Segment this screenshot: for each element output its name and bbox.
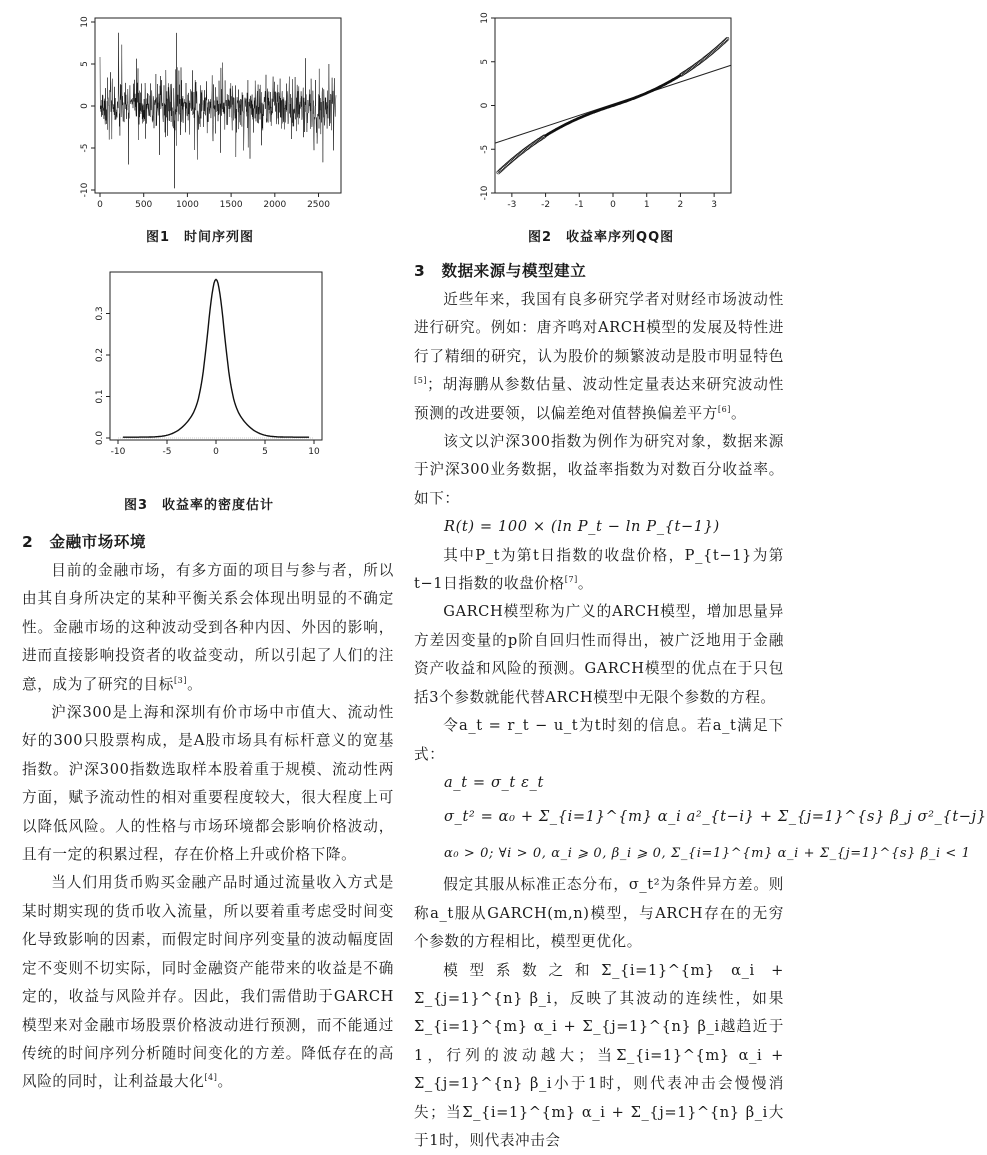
y-tick-label: 0.1 xyxy=(95,389,105,404)
section-3-heading: 3 数据来源与模型建立 xyxy=(414,262,587,280)
x-axis xyxy=(111,440,320,457)
section-2-heading: 2 金融市场环境 xyxy=(22,533,147,551)
paragraph-end: 。 xyxy=(217,1073,233,1091)
paragraph-end: 。 xyxy=(731,404,747,422)
paragraph-text: 其中P_t为第t日指数的收盘价格，P_{t−1}为第t−1日指数的收盘价格 xyxy=(414,546,784,593)
figure-1-time-series xyxy=(60,10,350,215)
right-paragraph-1 xyxy=(414,286,784,428)
equation-a-t: a_t = σ_t ε_t xyxy=(444,773,544,791)
x-tick-label: 1000 xyxy=(175,200,199,210)
x-axis xyxy=(97,193,330,210)
equation-return-rate: R(t) = 100 × (ln P_t − ln P_{t−1}) xyxy=(444,518,720,536)
citation-6: [6] xyxy=(717,404,732,414)
x-tick-label: 10 xyxy=(308,447,320,457)
y-tick-label: 0.2 xyxy=(95,347,105,363)
right-paragraph-3 xyxy=(414,542,784,599)
paragraph-text: 近些年来，我国有良多研究学者对财经市场波动性进行研究。例如：唐齐鸣对ARCH模型的发展及特性进行了精细的研究，认为股价的频繁波动是股市明显特色 xyxy=(414,291,784,365)
figure-2-qq-plot xyxy=(470,10,740,215)
x-tick-label: 0 xyxy=(97,200,103,210)
y-tick-label: -5 xyxy=(480,144,490,154)
equation-constraints: α₀ > 0; ∀i > 0, α_i ⩾ 0, β_i ⩾ 0, Σ_{i=1}^{m} α_i + Σ_{j=1}^{s} β_i < 1 xyxy=(444,846,971,862)
qq-reference-line xyxy=(495,65,731,143)
y-tick-label: 0.0 xyxy=(95,430,105,446)
qq-points xyxy=(497,37,729,174)
citation-4: [4] xyxy=(204,1073,218,1083)
x-tick-label: 2500 xyxy=(307,200,330,210)
x-axis xyxy=(507,193,717,210)
figure-1-caption: 图1 时间序列图 xyxy=(146,230,255,245)
x-tick-label: -10 xyxy=(110,447,126,457)
right-paragraph-4: GARCH模型称为广义的ARCH模型，增加思量异方差因变量的p阶自回归性而得出，被广泛地用于金融资产收益和风险的预测。GARCH模型的优点在于只包括3个参数就能代替ARCH模型中无限个参数的方程。 xyxy=(414,603,784,706)
x-tick-label: 500 xyxy=(135,200,153,210)
y-tick-label: -5 xyxy=(80,143,90,153)
y-tick-label: 0.3 xyxy=(95,306,105,321)
y-tick-label: -10 xyxy=(80,182,90,198)
y-tick-label: 0 xyxy=(480,102,490,109)
left-column xyxy=(22,527,394,1097)
y-tick-label: 0 xyxy=(80,103,90,109)
paragraph-end: 。 xyxy=(577,575,594,593)
x-tick-label: 2000 xyxy=(263,200,287,210)
paragraph-text: 当人们用货币购买金融产品时通过流量收入方式是某时期实现的货币收入流量，所以要着重考虑受时间变化导致影响的因素，而假定时间序列变量的波动幅度固定不变则不切实际，同时金融资产能带来的收益是不确定的，收益与风险并存。因此，我们需借助于GARCH模型来对金融市场股票价格波动进行预测，而不能通过传统的时间序列分析随时间变化的方差。降低存在的高风险的同时，让利益最大化 xyxy=(22,874,394,1091)
x-tick-label: 0 xyxy=(610,200,616,210)
time-series-line xyxy=(100,33,336,189)
left-paragraph-2: 沪深300是上海和深圳有价市场中市值大、流动性好的300只股票构成，是A股市场具有标杆意义的宽基指数。沪深300指数选取样本股着重于规模、流动性两方面，赋予流动性的相对重要程度较大，很大程度上可以降低风险。人的性格与市场环境都会影响价格波动，且有一定的积累过程，存在价格上升或价格下降。 xyxy=(22,704,394,864)
figure-3-density xyxy=(80,268,330,463)
y-axis xyxy=(95,306,110,445)
right-paragraph-7: 模型系数之和Σ_{i=1}^{m} α_i + Σ_{j=1}^{n} β_i，反映了其波动的连续性，如果Σ_{i=1}^{m} α_i + Σ_{j=1}^{n} β_i越趋近于1，行列的波动越大；当Σ_{i=1}^{m} α_i + Σ_{j=1}^{n} β_i小于1时，则代表冲击会慢慢消失；当Σ_{i=1}^{m} α_i + Σ_{j=1}^{n} β_i大于1时，则代表冲击会 xyxy=(414,961,784,1149)
equation-garch-variance: σ_t² = α₀ + Σ_{i=1}^{m} α_i a²_{t−i} + Σ_{j=1}^{s} β_j σ²_{t−j} xyxy=(444,808,987,826)
y-tick-label: 5 xyxy=(80,61,90,67)
left-paragraph-3 xyxy=(22,869,394,1096)
x-tick-label: -1 xyxy=(574,200,584,210)
right-paragraph-2: 该文以沪深300指数为例作为研究对象，数据来源于沪深300业务数据，收益率指数为对数百分收益率。如下： xyxy=(414,433,784,507)
figure-2-caption: 图2 收益率序列QQ图 xyxy=(528,230,675,245)
right-paragraph-5: 令a_t = r_t − u_t为t时刻的信息。若a_t满足下式： xyxy=(414,717,784,763)
paragraph-text: 目前的金融市场，有多方面的项目与参与者，所以由其自身所决定的某种平衡关系会体现出明显的不确定性。金融市场的这种波动受到各种内因、外因的影响，进而直接影响投资者的收益变动，所以引起了人们的注意，成为了研究的目标 xyxy=(22,562,394,693)
x-tick-label: 0 xyxy=(213,447,219,457)
y-tick-label: -10 xyxy=(480,185,490,201)
x-tick-label: 1500 xyxy=(219,200,243,210)
right-column xyxy=(414,256,987,1155)
paragraph-text: ；胡海鹏从参数估量、波动性定量表达来研究波动性预测的改进要领，以偏差绝对值替换偏差平方 xyxy=(414,376,784,422)
y-tick-label: 10 xyxy=(80,16,90,28)
citation-5: [5] xyxy=(414,376,428,386)
y-axis xyxy=(480,12,495,200)
citation-3: [3] xyxy=(173,675,188,685)
right-paragraph-6: 假定其服从标准正态分布，σ_t²为条件异方差。则称a_t服从GARCH(m,n)模型，与ARCH存在的无穷个参数的方程相比，模型更优化。 xyxy=(414,876,784,951)
y-tick-label: 5 xyxy=(480,58,490,65)
citation-7: [7] xyxy=(564,575,578,585)
x-tick-label: 1 xyxy=(643,200,650,210)
x-tick-label: 3 xyxy=(711,200,718,210)
x-tick-label: 5 xyxy=(262,447,268,457)
x-tick-label: 2 xyxy=(677,200,684,210)
x-tick-label: -5 xyxy=(162,447,172,457)
x-tick-label: -2 xyxy=(541,200,551,210)
plot-frame xyxy=(110,272,322,440)
y-axis xyxy=(80,16,95,197)
paragraph-end: 。 xyxy=(187,675,203,693)
y-tick-label: 10 xyxy=(480,12,490,24)
density-curve xyxy=(123,280,309,438)
figure-3-caption: 图3 收益率的密度估计 xyxy=(124,498,275,513)
x-tick-label: -3 xyxy=(507,200,517,210)
left-paragraph-1 xyxy=(22,557,394,699)
